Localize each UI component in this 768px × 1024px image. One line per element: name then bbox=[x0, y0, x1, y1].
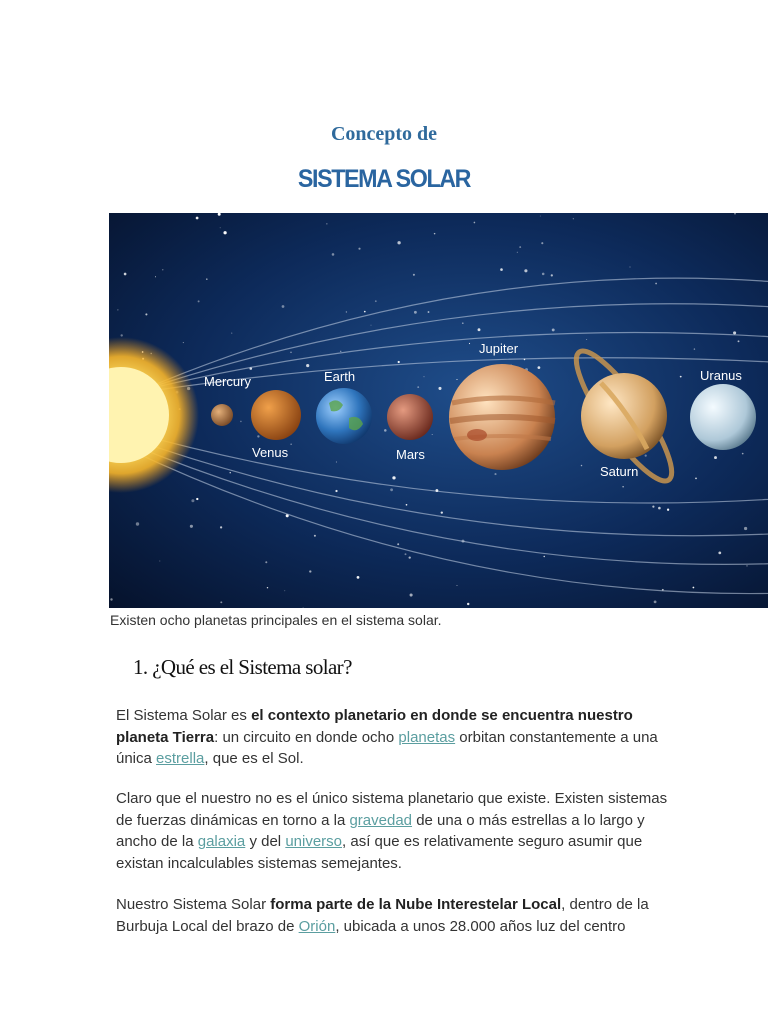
star bbox=[414, 311, 417, 314]
star bbox=[474, 222, 476, 224]
star bbox=[469, 343, 470, 344]
star bbox=[586, 339, 587, 340]
star bbox=[654, 601, 657, 604]
pre-title: Concepto de bbox=[330, 123, 438, 145]
star bbox=[622, 486, 623, 487]
star bbox=[456, 379, 457, 380]
star bbox=[398, 361, 400, 363]
star bbox=[397, 241, 400, 244]
star bbox=[540, 216, 541, 217]
star bbox=[742, 453, 744, 455]
star bbox=[162, 269, 163, 270]
star bbox=[110, 598, 112, 600]
text: , así que es relativamente seguro asumir que existan incalculables sistemas semejantes. bbox=[116, 833, 643, 873]
star bbox=[410, 593, 413, 596]
star bbox=[655, 283, 657, 285]
star bbox=[667, 509, 669, 511]
mercury-planet bbox=[211, 404, 233, 426]
mercury-label: Mercury bbox=[204, 374, 251, 389]
star bbox=[309, 570, 311, 572]
paragraph-3 bbox=[116, 894, 676, 937]
jupiter-label: Jupiter bbox=[479, 341, 519, 356]
star bbox=[405, 553, 407, 555]
star bbox=[267, 587, 268, 588]
star bbox=[190, 525, 193, 528]
venus-label: Venus bbox=[252, 445, 289, 460]
text: , ubicada a unos 28.000 años luz del centro bbox=[335, 917, 626, 935]
star bbox=[390, 488, 393, 491]
star bbox=[542, 273, 545, 276]
star bbox=[314, 535, 316, 537]
star bbox=[191, 499, 194, 502]
star bbox=[371, 325, 372, 326]
star bbox=[462, 322, 464, 324]
star bbox=[340, 351, 341, 352]
saturn-label: Saturn bbox=[600, 464, 639, 479]
star bbox=[230, 472, 231, 473]
bold-text: forma parte de la Nube Interestelar Local bbox=[270, 896, 562, 913]
star bbox=[124, 273, 127, 276]
star bbox=[467, 603, 469, 605]
star bbox=[738, 340, 740, 342]
star bbox=[291, 444, 292, 445]
space-background bbox=[109, 213, 768, 608]
star bbox=[519, 246, 521, 248]
link-galaxia[interactable]: galaxia bbox=[197, 833, 246, 851]
link-estrella[interactable]: estrella bbox=[156, 750, 205, 768]
star bbox=[284, 590, 285, 591]
star bbox=[581, 465, 583, 467]
star bbox=[733, 331, 736, 334]
star bbox=[220, 526, 222, 528]
star bbox=[196, 217, 199, 220]
star bbox=[306, 364, 309, 367]
star bbox=[541, 242, 543, 244]
star bbox=[220, 601, 222, 603]
star bbox=[335, 490, 337, 492]
page-title: SISTEMA SOLAR bbox=[297, 165, 471, 193]
star bbox=[346, 311, 347, 312]
bold-text: el contexto planetario en donde se encuentra nuestro planeta Tierra bbox=[116, 707, 633, 746]
star bbox=[282, 305, 285, 308]
venus-planet bbox=[251, 390, 301, 440]
star bbox=[629, 266, 630, 267]
star bbox=[155, 276, 156, 277]
star bbox=[290, 351, 292, 353]
star bbox=[357, 576, 360, 579]
star bbox=[240, 421, 242, 423]
text: , dentro de la Burbuja Local del brazo de bbox=[116, 896, 649, 935]
star bbox=[652, 506, 654, 508]
star bbox=[223, 231, 226, 234]
star bbox=[417, 386, 419, 388]
star bbox=[517, 252, 518, 253]
star bbox=[456, 585, 457, 586]
text: Claro que el nuestro no es el único sistema planetario que existe. Existen sistemas de fuerzas dinámicas en torno a la bbox=[116, 790, 668, 829]
star bbox=[121, 334, 123, 336]
star bbox=[392, 476, 395, 479]
section-heading: 1. ¿Qué es el Sistema solar? bbox=[133, 655, 352, 679]
star bbox=[544, 556, 545, 557]
star bbox=[336, 461, 337, 462]
star bbox=[432, 434, 433, 435]
star bbox=[428, 311, 430, 313]
star bbox=[718, 552, 721, 555]
star bbox=[424, 376, 425, 377]
earth-label: Earth bbox=[324, 369, 356, 384]
jupiter-planet bbox=[449, 364, 555, 470]
star bbox=[744, 527, 747, 530]
text: El Sistema Solar es bbox=[116, 707, 252, 724]
star bbox=[524, 269, 527, 272]
star bbox=[441, 511, 443, 513]
mars-planet bbox=[387, 394, 433, 440]
star bbox=[714, 456, 717, 459]
text: de una o más estrellas a lo largo y ancho de la bbox=[116, 811, 645, 851]
star bbox=[413, 274, 415, 276]
star bbox=[198, 300, 200, 302]
star bbox=[397, 543, 399, 545]
star bbox=[159, 560, 160, 561]
text: , que es el Sol. bbox=[204, 750, 304, 768]
star bbox=[695, 478, 697, 480]
star bbox=[694, 348, 695, 349]
star bbox=[494, 473, 496, 475]
star bbox=[573, 218, 574, 219]
star bbox=[231, 333, 232, 334]
paragraph-1 bbox=[116, 705, 676, 770]
link-orion[interactable]: Orión bbox=[298, 917, 336, 935]
star bbox=[434, 233, 436, 235]
star bbox=[693, 587, 695, 589]
text: : un circuito en donde ocho bbox=[214, 728, 399, 746]
solar-system-illustration bbox=[109, 213, 768, 608]
star bbox=[409, 556, 411, 558]
text: orbitan constantemente a una única bbox=[116, 728, 658, 768]
star bbox=[680, 376, 682, 378]
star bbox=[478, 328, 481, 331]
link-planetas[interactable]: planetas bbox=[398, 728, 456, 746]
link-universo[interactable]: universo bbox=[285, 833, 343, 851]
star bbox=[551, 274, 553, 276]
star bbox=[500, 268, 503, 271]
star bbox=[265, 561, 267, 563]
star bbox=[645, 455, 647, 457]
star bbox=[332, 253, 335, 256]
uranus-label: Uranus bbox=[700, 368, 742, 383]
star bbox=[257, 435, 259, 437]
uranus-planet bbox=[690, 384, 756, 450]
star bbox=[206, 278, 208, 280]
star bbox=[364, 311, 366, 313]
star bbox=[552, 328, 555, 331]
mars-label: Mars bbox=[396, 447, 425, 462]
text: y del bbox=[245, 833, 286, 851]
star bbox=[136, 522, 139, 525]
star bbox=[117, 309, 118, 310]
star bbox=[183, 342, 184, 343]
star bbox=[326, 223, 327, 224]
star bbox=[220, 227, 221, 228]
star bbox=[658, 507, 661, 510]
star bbox=[438, 387, 441, 390]
star bbox=[375, 300, 377, 302]
star bbox=[303, 607, 304, 608]
star bbox=[538, 366, 541, 369]
star bbox=[384, 429, 387, 432]
text: Nuestro Sistema Solar bbox=[116, 896, 271, 913]
paragraph-2 bbox=[116, 788, 676, 875]
star bbox=[196, 498, 198, 500]
star bbox=[358, 248, 360, 250]
image-caption: Existen ocho planetas principales en el sistema solar. bbox=[110, 612, 442, 628]
earth-planet bbox=[316, 388, 372, 444]
star bbox=[746, 565, 747, 566]
star bbox=[406, 504, 408, 506]
link-gravedad[interactable]: gravedad bbox=[349, 811, 413, 829]
star bbox=[145, 313, 147, 315]
